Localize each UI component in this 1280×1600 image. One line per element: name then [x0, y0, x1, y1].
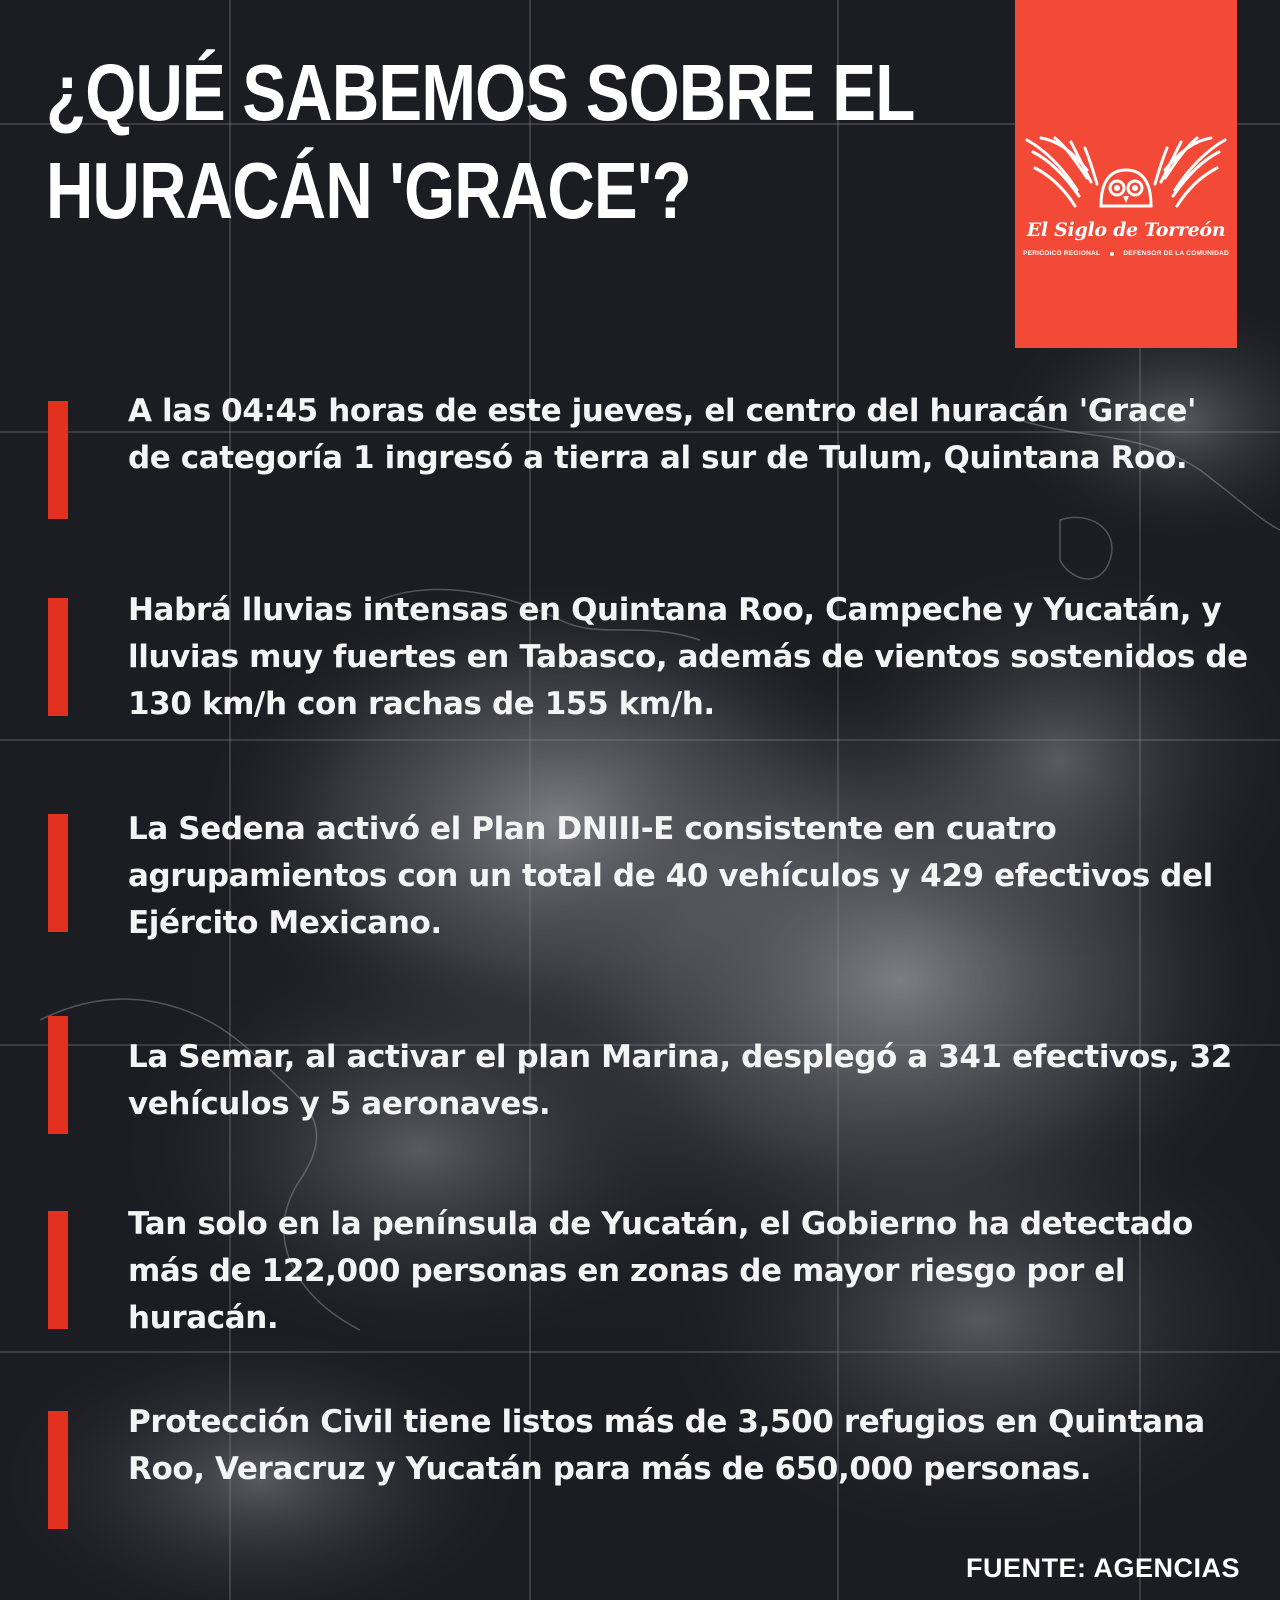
fact-text: A las 04:45 horas de este jueves, el centro del huracán 'Grace' de categoría 1 ingresó a tierra al sur de Tulum, Quintana Roo.	[128, 393, 1197, 476]
separator-dot-icon	[1110, 252, 1114, 256]
fact-text: Protección Civil tiene listos más de 3,500 refugios en Quintana Roo, Veracruz y Yucatán para más de 650,000 personas.	[128, 1404, 1205, 1487]
fact-text: Habrá lluvias intensas en Quintana Roo, Campeche y Yucatán, y lluvias muy fuertes en Tabasco, además de vientos sostenidos de 130 km/h con rachas de 155 km/h.	[128, 592, 1248, 722]
publisher-name: El Siglo de Torreón	[1026, 219, 1226, 241]
tagline-left: PERIÓDICO REGIONAL	[1023, 250, 1101, 257]
accent-bar	[48, 1016, 68, 1134]
accent-bar	[48, 598, 68, 716]
accent-bar	[48, 401, 68, 519]
publisher-tagline	[1023, 250, 1229, 257]
accent-bar	[48, 1411, 68, 1529]
publisher-logo	[1015, 0, 1237, 348]
fact-text: La Sedena activó el Plan DNIII-E consistente en cuatro agrupamientos con un total de 40 vehículos y 429 efectivos del Ejército Mexicano.	[128, 811, 1213, 941]
accent-bar	[48, 1211, 68, 1329]
fact-text: La Semar, al activar el plan Marina, desplegó a 341 efectivos, 32 vehículos y 5 aeronaves.	[128, 1039, 1232, 1122]
source-credit: FUENTE: AGENCIAS	[965, 1553, 1240, 1583]
fact-text: Tan solo en la península de Yucatán, el Gobierno ha detectado más de 122,000 personas en zonas de mayor riesgo por el huracán.	[128, 1206, 1193, 1336]
owl-emblem-icon	[1015, 0, 1237, 220]
tagline-right: DEFENSOR DE LA COMUNIDAD	[1123, 250, 1229, 257]
page-title: ¿QUÉ SABEMOS SOBRE EL HURACÁN 'GRACE'?	[46, 48, 914, 235]
accent-bar	[48, 814, 68, 932]
